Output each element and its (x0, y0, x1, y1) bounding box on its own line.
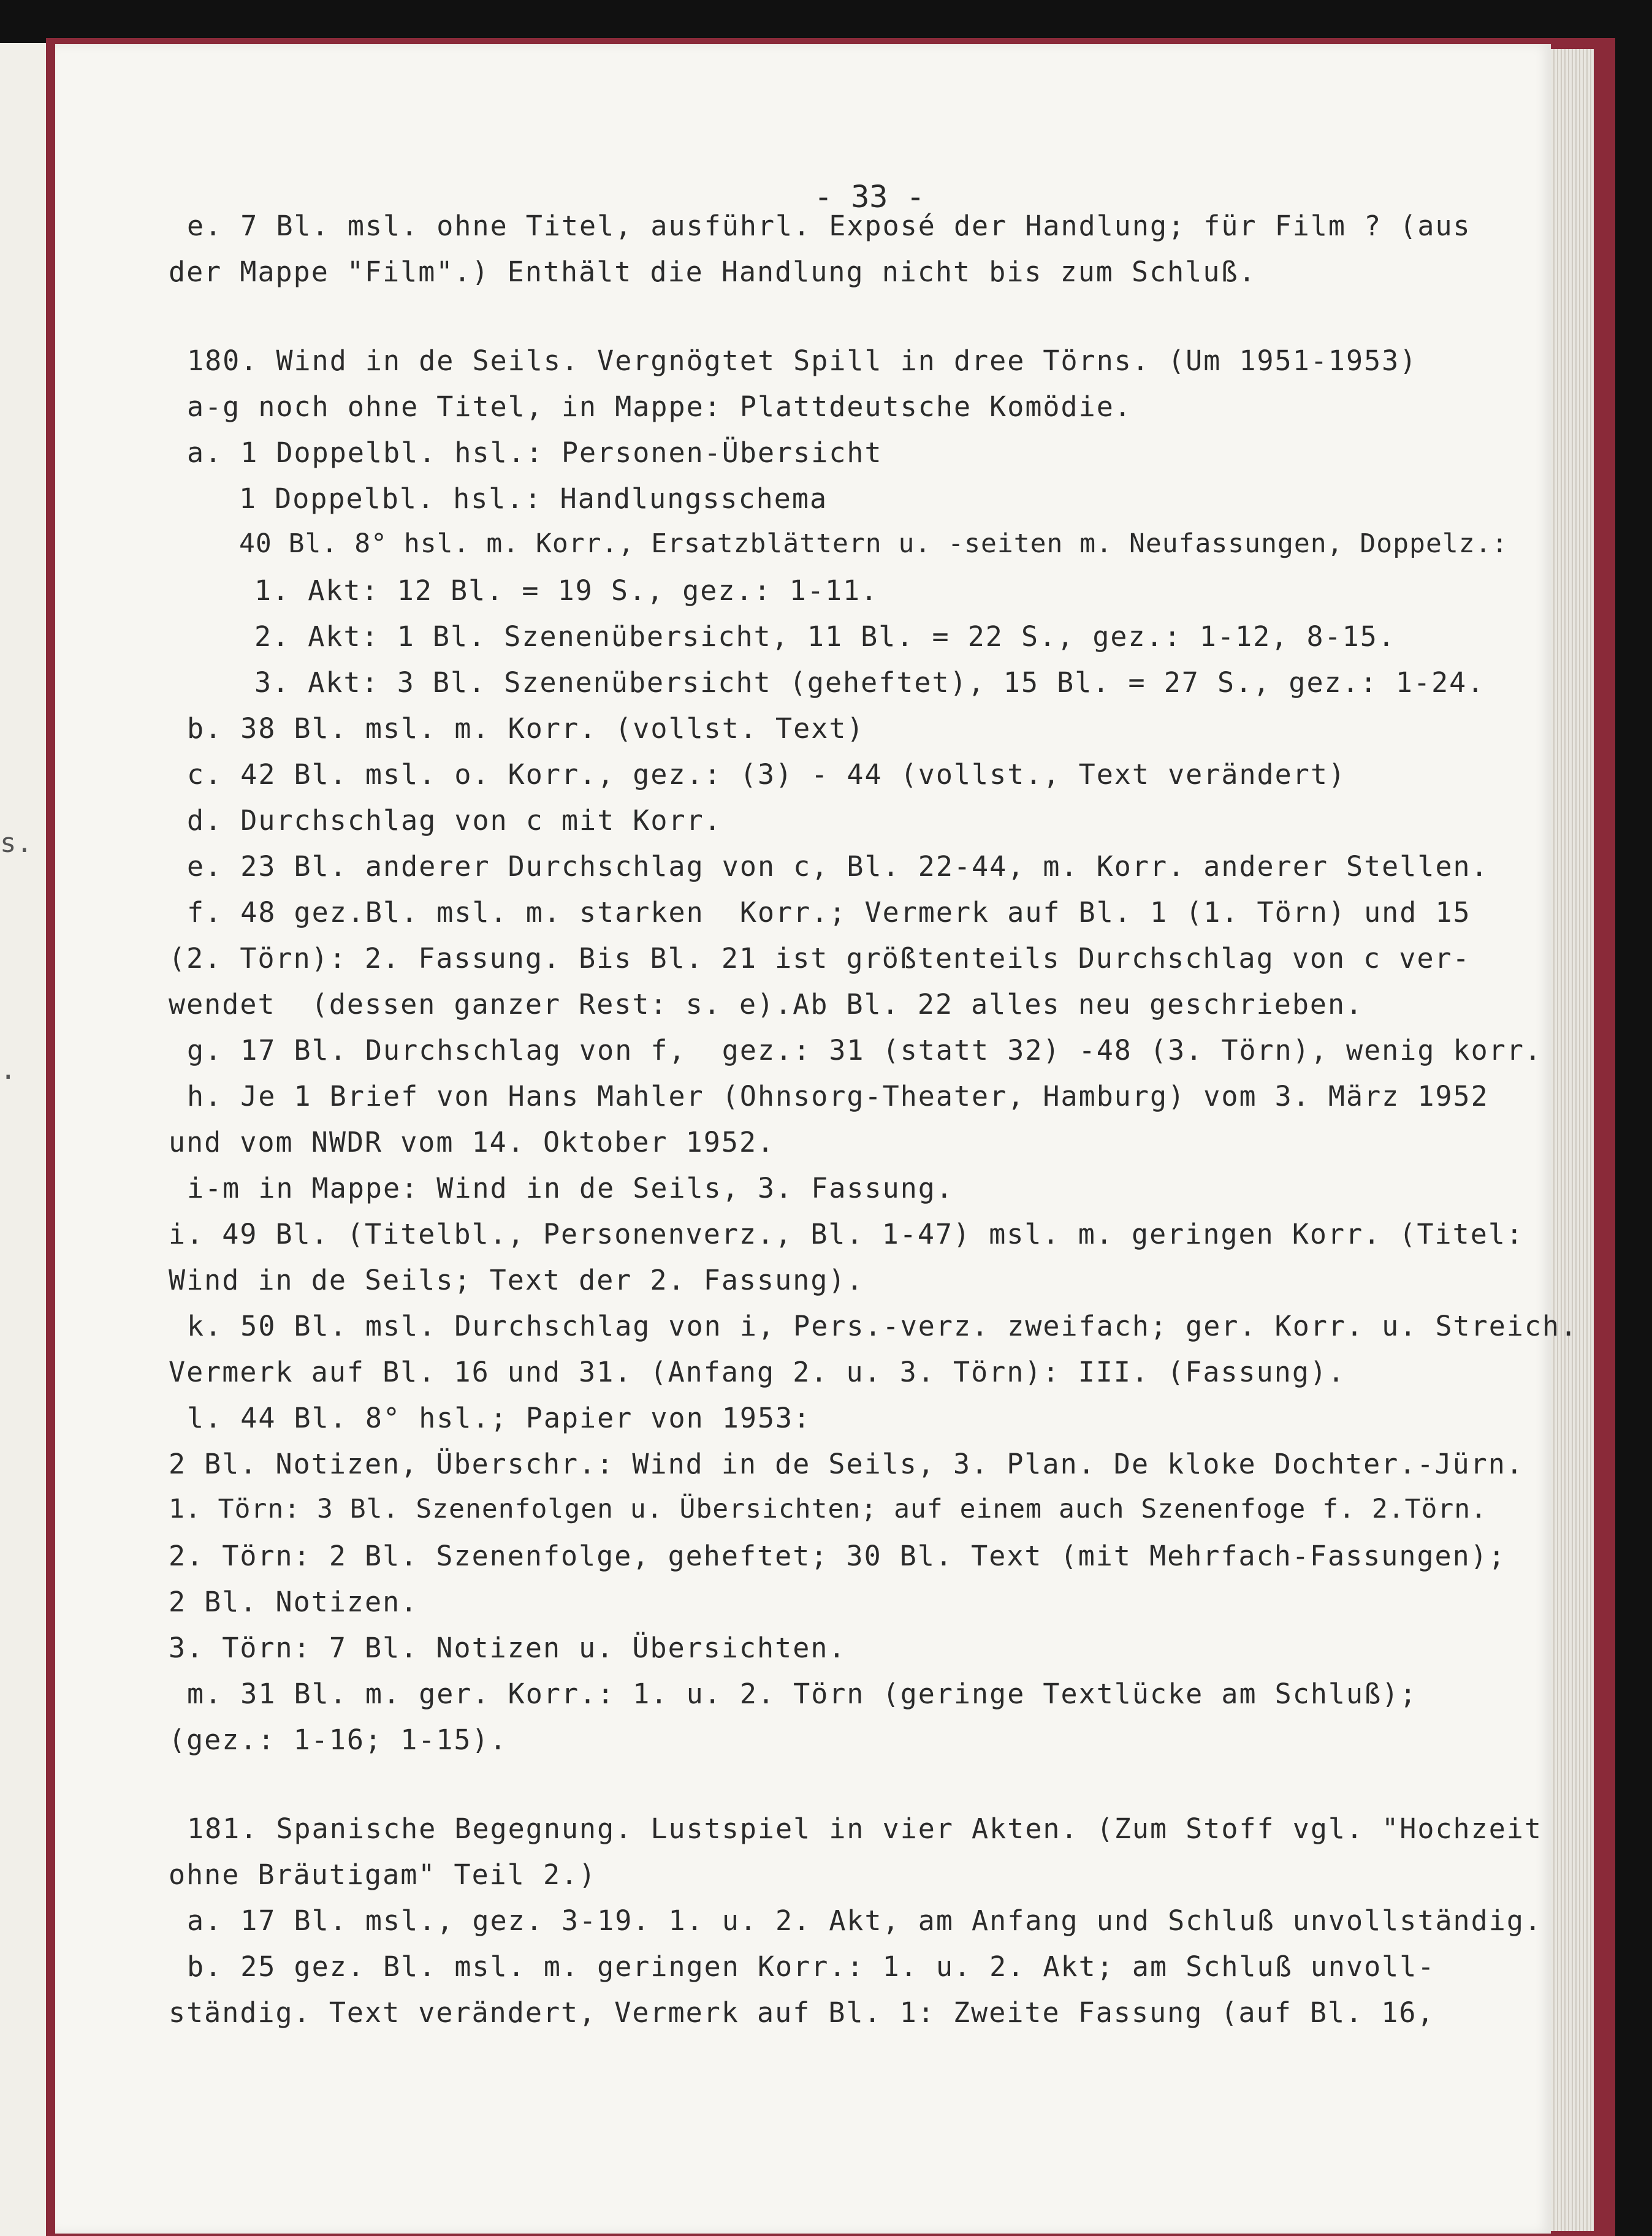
entry-heading: 180. Wind in de Seils. Vergnögtet Spill in dree Törns. (Um 1951-1953) (187, 344, 1418, 377)
text-line: Vermerk auf Bl. 16 und 31. (Anfang 2. u. 3. Törn): III. (Fassung). (169, 1356, 1346, 1388)
text-line: h. Je 1 Brief von Hans Mahler (Ohnsorg-Theater, Hamburg) vom 3. März 1952 (187, 1080, 1489, 1112)
text-line: 2. Törn: 2 Bl. Szenenfolge, geheftet; 30 Bl. Text (mit Mehrfach-Fassungen); (169, 1540, 1506, 1572)
text-line: e. 7 Bl. msl. ohne Titel, ausführl. Exposé der Handlung; für Film ? (aus (187, 210, 1471, 242)
text-line: 1 Doppelbl. hsl.: Handlungsschema (239, 482, 828, 515)
text-line: und vom NWDR vom 14. Oktober 1952. (169, 1126, 775, 1158)
text-line: 1. Akt: 12 Bl. = 19 S., gez.: 1-11. (254, 574, 879, 607)
text-line: a. 17 Bl. msl., gez. 3-19. 1. u. 2. Akt, am Anfang und Schluß unvollständig. (187, 1904, 1543, 1937)
text-line: (2. Törn): 2. Fassung. Bis Bl. 21 ist größtenteils Durchschlag von c ver- (169, 942, 1471, 975)
text-line: 2. Akt: 1 Bl. Szenenübersicht, 11 Bl. = 22 S., gez.: 1-12, 8-15. (254, 620, 1396, 653)
text-line: a-g noch ohne Titel, in Mappe: Plattdeutsche Komödie. (187, 390, 1132, 423)
text-line: der Mappe "Film".) Enthält die Handlung nicht bis zum Schluß. (169, 256, 1257, 288)
text-line: l. 44 Bl. 8° hsl.; Papier von 1953: (187, 1402, 812, 1434)
text-line: a. 1 Doppelbl. hsl.: Personen-Übersicht (187, 436, 883, 469)
left-page-mark: s. (0, 827, 32, 859)
left-page-mark: . (0, 1054, 17, 1086)
text-line: ohne Bräutigam" Teil 2.) (169, 1858, 597, 1891)
text-line: 1. Törn: 3 Bl. Szenenfolgen u. Übersichten; auf einem auch Szenenfoge f. 2.Törn. (169, 1494, 1488, 1524)
text-line: b. 38 Bl. msl. m. Korr. (vollst. Text) (187, 712, 865, 745)
text-line: g. 17 Bl. Durchschlag von f, gez.: 31 (statt 32) -48 (3. Törn), wenig korr. (187, 1034, 1543, 1067)
text-line: c. 42 Bl. msl. o. Korr., gez.: (3) - 44 (vollst., Text verändert) (187, 758, 1346, 791)
text-line: 2 Bl. Notizen, Überschr.: Wind in de Seils, 3. Plan. De kloke Dochter.-Jürn. (169, 1448, 1524, 1480)
text-line: d. Durchschlag von c mit Korr. (187, 804, 722, 837)
text-line: f. 48 gez.Bl. msl. m. starken Korr.; Vermerk auf Bl. 1 (1. Törn) und 15 (187, 896, 1471, 929)
text-line: ständig. Text verändert, Vermerk auf Bl. 1: Zweite Fassung (auf Bl. 16, (169, 1996, 1435, 2029)
text-line: 3. Akt: 3 Bl. Szenenübersicht (geheftet), 15 Bl. = 27 S., gez.: 1-24. (254, 666, 1485, 699)
document-page (55, 44, 1578, 2234)
text-line: k. 50 Bl. msl. Durchschlag von i, Pers.-verz. zweifach; ger. Korr. u. Streich. (187, 1310, 1578, 1342)
text-line: (gez.: 1-16; 1-15). (169, 1724, 508, 1756)
text-line: e. 23 Bl. anderer Durchschlag von c, Bl. 22-44, m. Korr. anderer Stellen. (187, 850, 1489, 883)
text-line: Wind in de Seils; Text der 2. Fassung). (169, 1264, 864, 1296)
text-line: 3. Törn: 7 Bl. Notizen u. Übersichten. (169, 1632, 847, 1664)
text-line: i-m in Mappe: Wind in de Seils, 3. Fassung. (187, 1172, 954, 1204)
left-page-fragment (0, 43, 46, 2236)
page-number: - 33 - (814, 179, 925, 215)
text-line: 40 Bl. 8° hsl. m. Korr., Ersatzblättern u. -seiten m. Neufassungen, Doppelz.: (239, 528, 1509, 559)
text-line: wendet (dessen ganzer Rest: s. e).Ab Bl. 22 alles neu geschrieben. (169, 988, 1364, 1021)
text-line: b. 25 gez. Bl. msl. m. geringen Korr.: 1. u. 2. Akt; am Schluß unvoll- (187, 1950, 1436, 1983)
text-line: 2 Bl. Notizen. (169, 1586, 419, 1618)
entry-heading: 181. Spanische Begegnung. Lustspiel in vier Akten. (Zum Stoff vgl. "Hochzeit (187, 1812, 1543, 1845)
text-line: i. 49 Bl. (Titelbl., Personenverz., Bl. 1-47) msl. m. geringen Korr. (Titel: (169, 1218, 1524, 1250)
text-line: m. 31 Bl. m. ger. Korr.: 1. u. 2. Törn (geringe Textlücke am Schluß); (187, 1678, 1418, 1710)
